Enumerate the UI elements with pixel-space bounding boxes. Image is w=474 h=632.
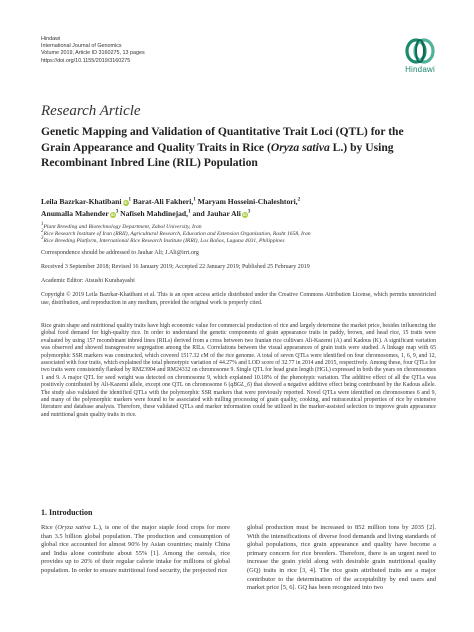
publication-dates: Received 3 September 2018; Revised 16 January 2019; Accepted 22 January 2019; Published 25 February 2019 [41,264,310,270]
correspondence: Correspondence should be addressed to Jauhar Ali; J.Ali@irri.org [41,250,199,256]
orcid-icon[interactable]: iD [242,211,247,217]
intro-text-1: Rice ( [41,524,58,531]
abstract [41,323,436,419]
abstract-gene-name: qBGL_6 [230,382,251,389]
title-part-1: Genetic Mapping and Validation of Quantitative Trait Loci (QTL) for the Grain Appearance and Quality Traits in Rice ( [41,125,404,154]
author-3-affil: 2 [297,197,301,203]
abstract-text-2: ) that showed a negative additive effect being contributed by the Kadous allele. The study also validated the identified QTLs with the polymorphic SSR markers that were previously reported. Novel QTLs were identified on chromosomes 6 and 9, and many of the polymorphic markers were found to be associated with milling processing of grain quality, cooking, and nutraceutical properties of rice by extensive literature and database analysis. Therefore, these validated QTLs and marker information could be utilized in the marker-assisted selection to improve grain appearance and nutritional grain quality traits in rice. [41,382,436,418]
hindawi-logo [402,38,438,74]
author-2[interactable]: Barat-Ali Fakheri, [132,197,194,206]
publisher-name: Hindawi [41,36,61,42]
hindawi-logo-icon [405,38,435,64]
intro-column-right: global production must be increased to 852 million tons by 2035 [2]. With the intensifications of diverse food demands and living standards of global populations, rice grain appearance and quality have become a primary concern for rice breeders. Therefore, there is an urgent need to increase the grain yield along with desirable grain nutritional quality (GQ) traits in rice [3, 4]. The rice grain attributed traits are a major contributor to the determination of the acceptability by end users and market price [5, 6]. GQ has been recognized into two [247,524,436,592]
affiliation-number: 3 [41,236,44,242]
author-conjunction: and [192,208,205,218]
affiliation-number: 1 [41,222,44,228]
author-2-affil: 1 [193,197,196,203]
affiliations [41,224,436,246]
author-6[interactable]: Jauhar Ali [206,208,241,218]
author-6-affil: 3 [247,208,251,214]
author-5-affil: 1 [188,208,191,214]
intro-species: Oryza sativa [57,524,91,531]
article-type: Research Article [41,103,141,119]
orcid-icon[interactable]: iD [110,211,115,217]
affiliation-item [41,238,436,245]
section-heading-introduction: 1. Introduction [41,508,93,517]
orcid-icon[interactable]: iD [123,200,128,205]
author-1[interactable]: Leila Bazrkar-Khatibani [41,197,122,206]
affiliation-text: Plant Breeding and Biotechnology Department, Zabol University, Iran [43,224,202,230]
intro-column-left [41,524,230,576]
doi-link[interactable]: https://doi.org/10.1155/2019/3160275 [41,57,131,64]
abstract-text-1: Rice grain shape and nutritional quality traits have high economic value for commercial production of rice and largely determine the market price, besides influencing the global food demand for high-quality rice. In order to understand the genetic components of grain appearance traits in paddy, brown, and head rice, 15 traits were evaluated by using 157 recombinant inbred lines (RILs) derived from a cross between two Iranian rice cultivars Ali-Kazemi (A) and Kadous (K). A significant variation was observed and showed transgressive segregation among the RILs. Correlations between the visual appearances of grain traits were studied. A linkage map with 65 polymorphic SSR markers was constructed, which covered 1517.32 cM of the rice genome. A total of seven QTLs were identified on four chromosomes, 1, 6, 9, and 12, associated with four traits, which explained the total phenotypic variation of 44.27% and LOD score of 32.77 in 2014 and 2015, respectively. Among these, four QTLs for two traits were consistently flanked by RM23904 and RM24332 on chromosome 9. Single QTL for head grain length (HGL) expressed in both the years on chromosomes 1 and 9. A major QTL for seed weight was detected on chromosome 9, which explained 10.18% of the phenotypic variation. The additive effect of all the QTLs was positively contributed by Ali-Kazemi allele, except one QTL on chromosome 6 ( [41,323,437,389]
article-title [41,124,436,171]
journal-info [41,36,145,65]
copyright-notice: Copyright © 2019 Leila Bazrkar-Khatibani et al. This is an open access article distributed under the Creative Commons Attribution License, which permits unrestricted use, distribution, and reproduction in any medium, provided the original work is properly cited. [41,292,436,306]
journal-name: International Journal of Genomics [41,43,122,50]
author-list [41,196,436,219]
affiliation-text: Rice Research Institute of Iran (RRII), Agricultural Research, Education and Extension Organization, Rasht 1658, Iran [43,231,311,238]
author-4[interactable]: Anumalla Mahender [41,208,109,218]
author-1-affil: 1 [128,197,132,203]
hindawi-logo-text: Hindawi [405,65,435,74]
author-3[interactable]: Maryam Hosseini-Chaleshtori, [197,197,298,206]
academic-editor: Academic Editor: Atsushi Kurabayashi [41,278,135,284]
author-5[interactable]: Nafiseh Mahdinejad, [120,208,189,218]
affiliation-number: 2 [41,229,44,235]
author-4-affil: 3 [115,208,119,214]
intro-text-2: L.), is one of the major staple food crops for more than 3.5 billion global population. The production and consumption of global rice accounted for almost 90% by Asian countries; mainly China and India alone contribute about 55% [1]. Among the cereals, rice provides up to 20% of their regular calorie intake for millions of global population. In order to ensure nutritional food security, the projected rice [41,524,231,574]
affiliation-text: Rice Breeding Platform, International Rice Research Institute (IRRI), Los Baños, Laguna 4031, Philippines [43,238,285,245]
title-species: Oryza sativa [270,140,330,154]
journal-volume: Volume 2019, Article ID 3160275, 13 pages [41,50,145,57]
title-part-2: L.) by Using Recombinant Inbred Line (RIL) Population [41,140,394,169]
